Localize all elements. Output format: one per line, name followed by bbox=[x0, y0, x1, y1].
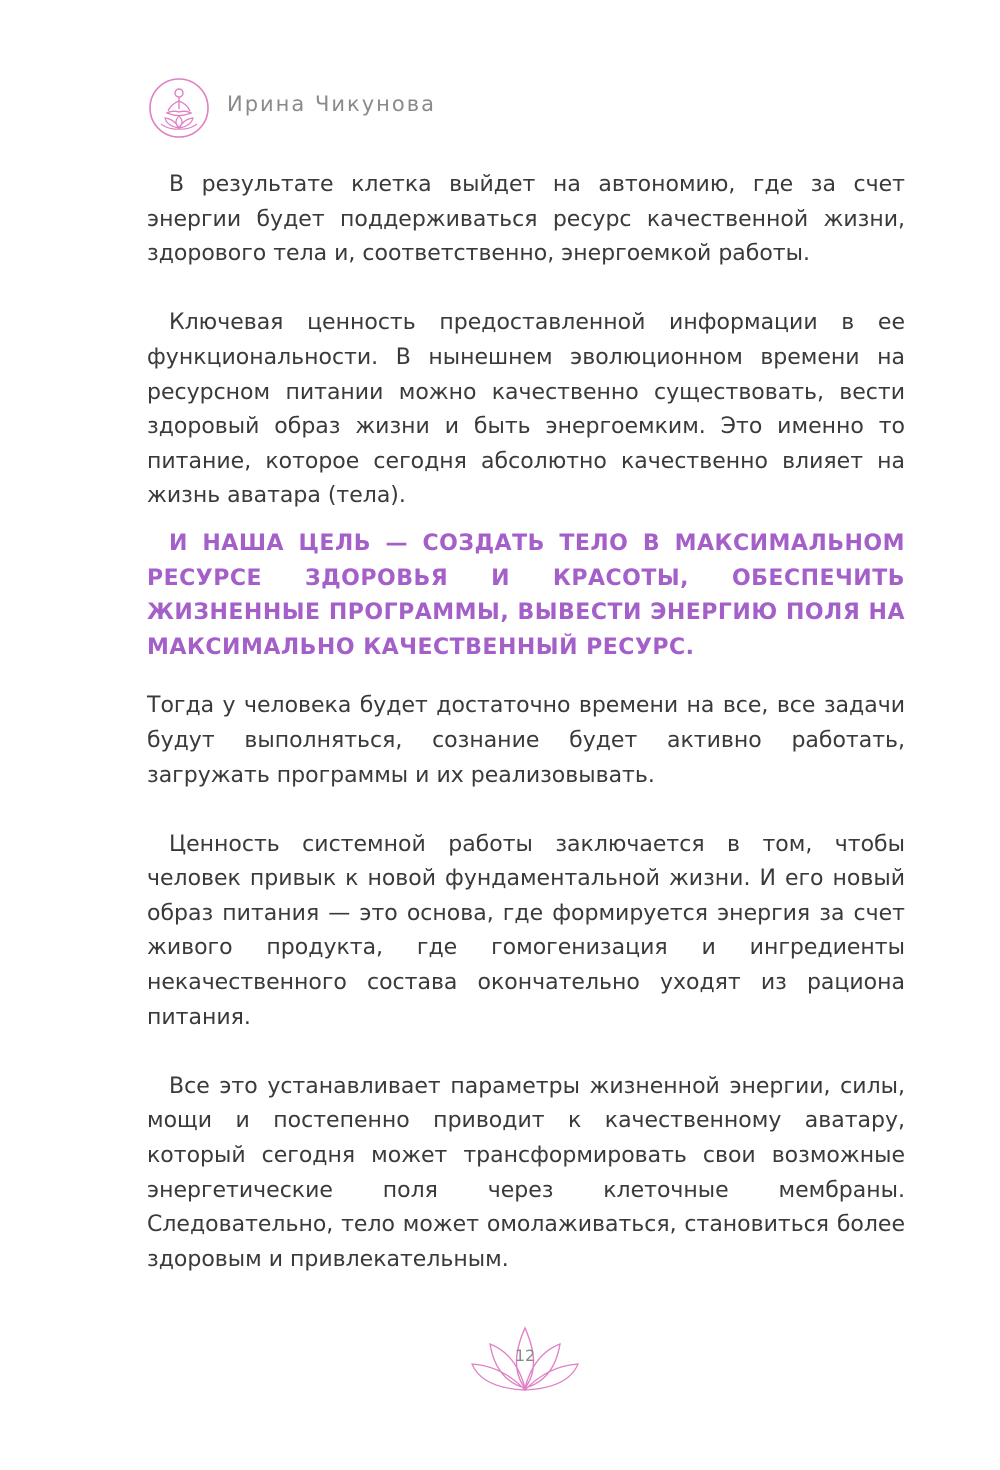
paragraph: Все это устанавливает параметры жизненной энергии, силы, мощи и постепенно приводит к качественному аватару, который сегодня может трансформировать свои возможные энергетические поля через клеточные мембраны. Следовательно, тело может омолаживаться, становиться более здоровым и привлекательным. bbox=[147, 1073, 905, 1272]
paragraph: В результате клетка выйдет на автономию, где за счет энергии будет поддерживаться ресурс качественной жизни, здорового тела и, соответственно, энергоемкой работы. bbox=[147, 172, 905, 267]
page-body bbox=[147, 168, 905, 1277]
page-header bbox=[147, 76, 567, 140]
highlighted-goal-paragraph: И НАША ЦЕЛЬ — СОЗДАТЬ ТЕЛО В МАКСИМАЛЬНОМ РЕСУРСЕ ЗДОРОВЬЯ И КРАСОТЫ, ОБЕСПЕЧИТЬ ЖИЗНЕННЫЕ ПРОГРАММЫ, ВЫВЕСТИ ЭНЕРГИЮ ПОЛЯ НА МАКСИМАЛЬНО КАЧЕСТВЕННЫЙ РЕСУРС. bbox=[147, 530, 905, 660]
paragraph: Ценность системной работы заключается в том, чтобы человек привык к новой фундаментальной жизни. И его новый образ питания — это основа, где формируется энергия за счет живого продукта, где гомогенизация и ингредиенты некачественного состава окончательно уходят из рациона питания. bbox=[147, 831, 905, 1030]
paragraph: Ключевая ценность предоставленной информации в ее функциональности. В нынешнем эволюционном времени на ресурсном питании можно качественно существовать, вести здоровый образ жизни и быть энергоемким. Это именно то питание, которое сегодня абсолютно качественно влияет на жизнь аватара (тела). bbox=[147, 310, 905, 509]
paragraph: Тогда у человека будет достаточно времени на все, все задачи будут выполняться, сознание будет активно работать, загружать программы и их реализовывать. bbox=[147, 693, 905, 788]
page-footer bbox=[468, 1318, 582, 1398]
meditation-lotus-logo-icon bbox=[147, 76, 211, 140]
author-name: Ирина Чикунова bbox=[227, 92, 436, 116]
page-number: 12 bbox=[514, 1346, 536, 1365]
